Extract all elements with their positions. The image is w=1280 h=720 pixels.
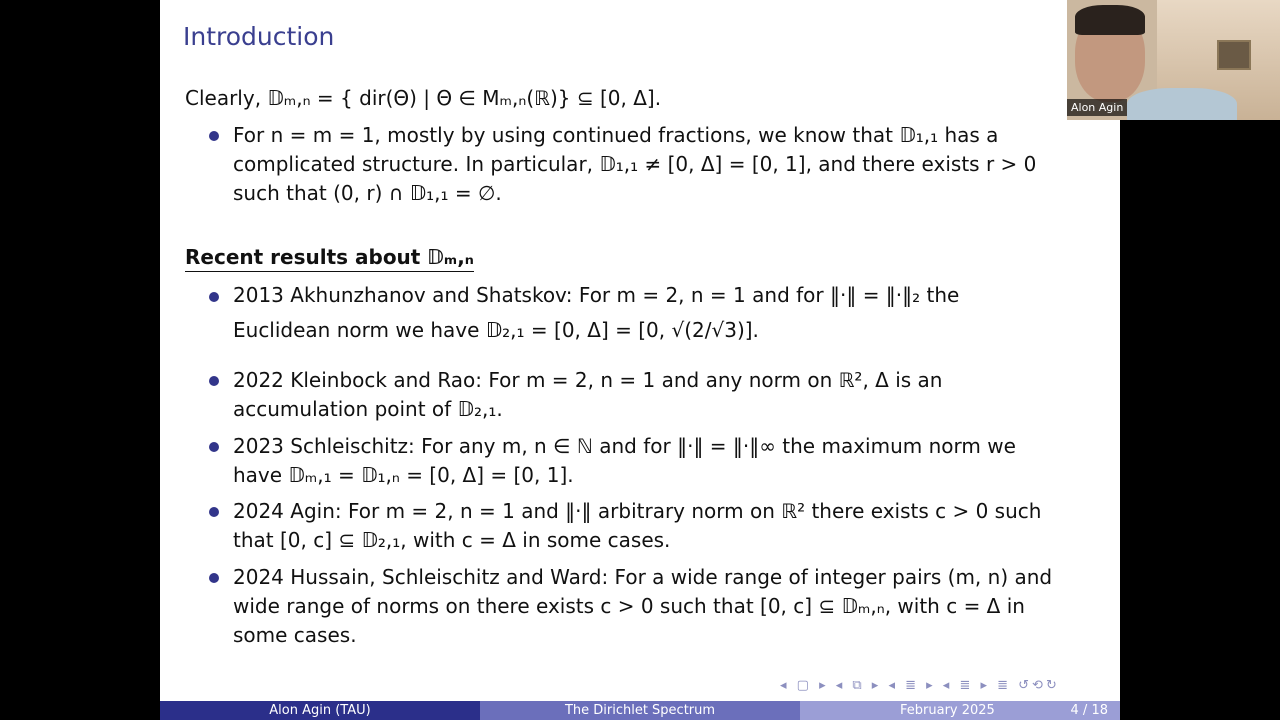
- footer-author: Alon Agin (TAU): [160, 701, 480, 720]
- result-item: 2024 Hussain, Schleischitz and Ward: For a wide range of integer pairs (m, n) and wide range of norms on there exists c > 0 such that [0, c] ⊆ 𝔻ₘ,ₙ, with c = Δ in some cases.: [233, 565, 1053, 647]
- footer-title: The Dirichlet Spectrum: [480, 701, 800, 720]
- participant-shirt: [1127, 88, 1237, 120]
- participant-hair: [1075, 5, 1145, 35]
- footer-page-number: 4 / 18: [1070, 703, 1108, 718]
- bullet-marker: [209, 131, 219, 141]
- participant-name-label: Alon Agin: [1067, 99, 1127, 116]
- result-item: 2023 Schleischitz: For any m, n ∈ ℕ and for ‖·‖ = ‖·‖∞ the maximum norm we have 𝔻ₘ,₁ = 𝔻₁,ₙ = [0, Δ] = [0, 1].: [233, 434, 1016, 487]
- bullet-marker: [209, 292, 219, 302]
- bullet-marker: [209, 573, 219, 583]
- participant-video-tile[interactable]: [1067, 0, 1280, 120]
- beamer-navigation-icons[interactable]: ◂ ▢ ▸ ◂ ⧉ ▸ ◂ ≣ ▸ ◂ ≣ ▸ ≣ ↺⟲↻: [780, 678, 1060, 693]
- bullet-marker: [209, 442, 219, 452]
- result-item: 2022 Kleinbock and Rao: For m = 2, n = 1 and any norm on ℝ², Δ is an accumulation point of 𝔻₂,₁.: [233, 368, 943, 421]
- slide-title: Introduction: [183, 22, 335, 51]
- footer-date-page: [800, 701, 1120, 720]
- bullet-marker: [209, 376, 219, 386]
- result-item: 2024 Agin: For m = 2, n = 1 and ‖·‖ arbitrary norm on ℝ² there exists c > 0 such that [0, c] ⊆ 𝔻₂,₁, with c = Δ in some cases.: [233, 499, 1042, 552]
- slide-footer: [160, 701, 1120, 720]
- bullet-marker: [209, 507, 219, 517]
- presentation-slide: [160, 0, 1120, 720]
- result-item: 2013 Akhunzhanov and Shatskov: For m = 2, n = 1 and for ‖·‖ = ‖·‖₂ the Euclidean norm we have 𝔻₂,₁ = [0, Δ] = [0, √(2/√3)].: [233, 283, 960, 342]
- recent-results-heading: Recent results about 𝔻ₘ,ₙ: [185, 245, 474, 272]
- definition-line: Clearly, 𝔻ₘ,ₙ = { dir(Θ) | Θ ∈ Mₘ,ₙ(ℝ)} ⊆ [0, Δ].: [185, 86, 662, 110]
- footer-date: February 2025: [900, 703, 995, 718]
- wall-picture-frame: [1217, 40, 1251, 70]
- intro-bullet-text: For n = m = 1, mostly by using continued fractions, we know that 𝔻₁,₁ has a complicated structure. In particular, 𝔻₁,₁ ≠ [0, Δ] = [0, 1], and there exists r > 0 such that (0, r) ∩ 𝔻₁,₁ = ∅.: [233, 123, 1037, 205]
